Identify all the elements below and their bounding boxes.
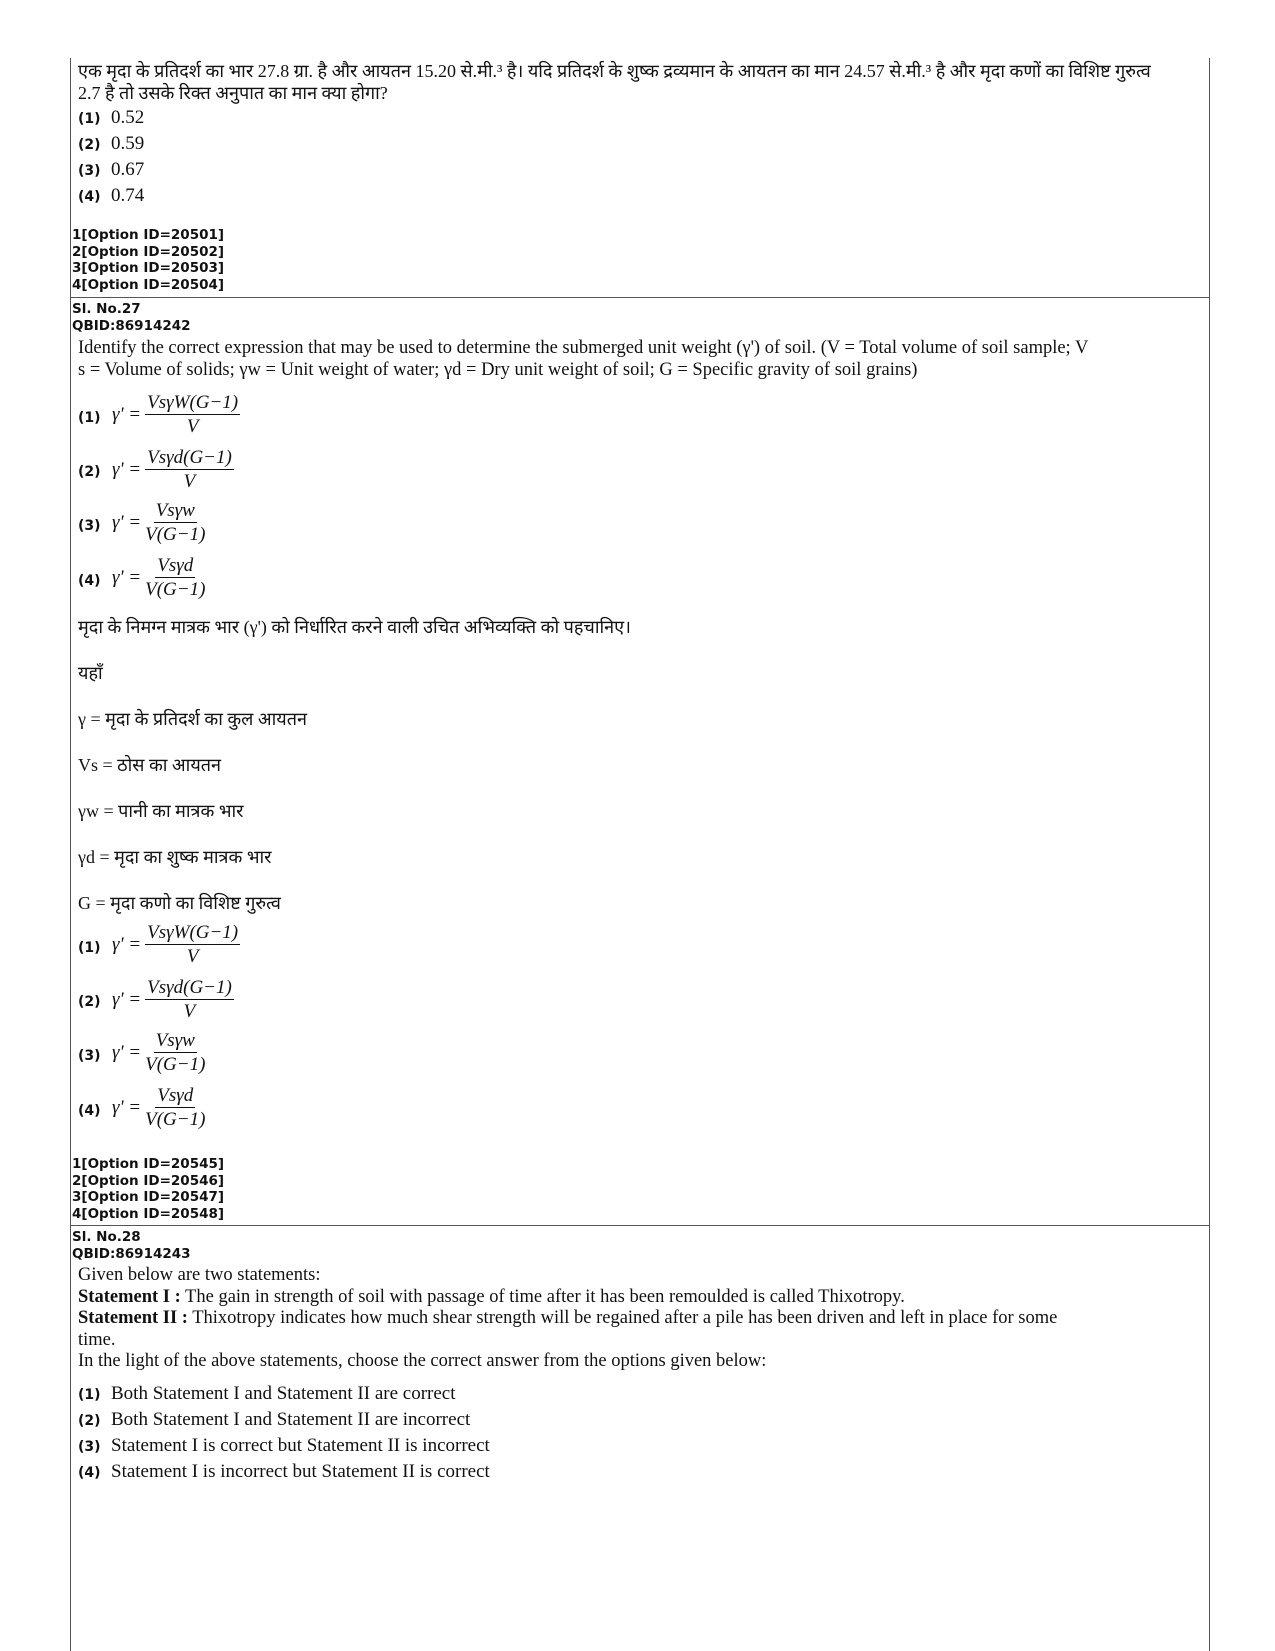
formula-denominator: V(G−1) [145, 579, 206, 600]
formula-numerator: Vsγd(G−1) [147, 447, 232, 468]
divider-q28 [70, 1225, 1209, 1226]
q27-f3-num: (3) [78, 518, 101, 534]
q28-opt3-num: (3) [78, 1439, 101, 1455]
q26-opt2-text: 0.59 [111, 133, 145, 154]
q28-opt4-text: Statement I is incorrect but Statement II is correct [111, 1461, 490, 1482]
formula-numerator: Vsγd [157, 555, 194, 576]
q27-en-line2: s = Volume of solids; γw = Unit weight of water; γd = Dry unit weight of soil; G = Specific gravity of soil grains) [78, 360, 918, 380]
q28-opt1-text: Both Statement I and Statement II are correct [111, 1383, 456, 1404]
q28-serial: Sl. No.28 [72, 1229, 141, 1245]
q27-option-id: 1[Option ID=20545] [72, 1156, 225, 1172]
formula-lhs: γ' = [112, 511, 142, 533]
formula-lhs: γ' = [112, 933, 142, 955]
q28-opt2-text: Both Statement I and Statement II are incorrect [111, 1409, 471, 1430]
formula-denominator: V(G−1) [145, 524, 206, 545]
q28-statement-1 [78, 1287, 1203, 1309]
q27-f4b-num: (4) [78, 1103, 101, 1119]
formula-numerator: VsγW(G−1) [147, 392, 239, 413]
q27-formula-2 [112, 447, 234, 492]
q26-opt4-text: 0.74 [111, 185, 145, 206]
statement-label: Statement I : [78, 1286, 181, 1307]
q27-header [72, 301, 191, 334]
q27-def-2: Vs = ठोस का आयतन [78, 755, 222, 775]
q27-option-id: 3[Option ID=20547] [72, 1189, 225, 1205]
formula-lhs: γ' = [112, 458, 142, 480]
formula-numerator: Vsγd [157, 1085, 194, 1106]
q26-opt1-num: (1) [78, 111, 101, 127]
q27-f1-num: (1) [78, 410, 101, 426]
q28-instruction: In the light of the above statements, choose the correct answer from the options given below: [78, 1351, 767, 1371]
formula-numerator: Vsγw [155, 500, 195, 521]
formula-lhs: γ' = [112, 1096, 142, 1118]
q27-f2-num: (2) [78, 464, 101, 480]
formula-lhs: γ' = [112, 566, 142, 588]
q28-qbid: QBID:86914243 [72, 1245, 191, 1262]
q26-line2: 2.7 है तो उसके रिक्त अनुपात का मान क्या होगा? [78, 83, 388, 103]
q27-f3b-num: (3) [78, 1048, 101, 1064]
q27-formula-4 [112, 555, 205, 600]
q28-opt4-num: (4) [78, 1465, 101, 1481]
q26-opt2-num: (2) [78, 137, 101, 153]
statement-text: The gain in strength of soil with passage of time after it has been remoulded is called Thixotropy. [180, 1286, 905, 1307]
q26-opt3-text: 0.67 [111, 159, 145, 180]
q26-hindi-text [78, 60, 1203, 104]
q27-formula-2b [112, 977, 234, 1022]
q28-question [78, 1265, 1203, 1373]
q27-hindi-where: यहाँ [78, 663, 103, 683]
q27-f2b-num: (2) [78, 994, 101, 1010]
q26-option-id: 2[Option ID=20502] [72, 243, 225, 260]
q27-option-id: 2[Option ID=20546] [72, 1172, 225, 1189]
q27-def-1: γ = मृदा के प्रतिदर्श का कुल आयतन [78, 709, 307, 729]
formula-denominator: V [183, 471, 196, 492]
q28-opt1-num: (1) [78, 1387, 101, 1403]
formula-denominator: V(G−1) [145, 1109, 206, 1130]
q28-statement-2-cont: time. [78, 1329, 116, 1350]
q26-option-id: 4[Option ID=20504] [72, 276, 225, 293]
q28-opt3-text: Statement I is correct but Statement II is incorrect [111, 1435, 490, 1456]
q27-formula-4b [112, 1085, 205, 1130]
q26-option-id: 1[Option ID=20501] [72, 227, 225, 243]
statement-text: Thixotropy indicates how much shear strength will be regained after a pile has been driven and left in place for some [187, 1308, 1058, 1328]
divider-q27 [70, 297, 1209, 298]
q27-en-line1: Identify the correct expression that may be used to determine the submerged unit weight (γ') of soil. (V = Total volume of soil sample; V [78, 338, 1089, 358]
q27-def-5: G = मृदा कणो का विशिष्ट गुरुत्व [78, 893, 281, 913]
q27-serial: Sl. No.27 [72, 301, 141, 317]
formula-numerator: Vsγd(G−1) [147, 977, 232, 998]
formula-denominator: V(G−1) [145, 1054, 206, 1075]
formula-lhs: γ' = [112, 1041, 142, 1063]
q26-opt1-text: 0.52 [111, 107, 145, 128]
q26-option-ids [72, 227, 224, 293]
formula-denominator: V [186, 946, 199, 967]
formula-denominator: V [186, 416, 199, 437]
q27-formula-1 [112, 392, 240, 437]
formula-lhs: γ' = [112, 988, 142, 1010]
q28-statement-2 [78, 1308, 1203, 1330]
q27-formula-1b [112, 922, 240, 967]
q26-opt4-num: (4) [78, 189, 101, 205]
q28-intro: Given below are two statements: [78, 1265, 321, 1285]
q27-formula-3 [112, 500, 205, 545]
q27-option-ids [72, 1156, 224, 1222]
q27-def-3: γw = पानी का मात्रक भार [78, 801, 244, 821]
q26-option-id: 3[Option ID=20503] [72, 260, 225, 276]
q27-english-question [78, 337, 1203, 381]
formula-lhs: γ' = [112, 403, 142, 425]
q26-opt3-num: (3) [78, 163, 101, 179]
q26-line1: एक मृदा के प्रतिदर्श का भार 27.8 ग्रा. है और आयतन 15.20 से.मी.³ है। यदि प्रतिदर्श के शुष्क द्रव्यमान के आयतन का मान 24.57 से.मी.³ है और मृदा कणों का विशिष्ट गुरुत्व [78, 61, 1151, 81]
q27-def-4: γd = मृदा का शुष्क मात्रक भार [78, 847, 272, 867]
q27-qbid: QBID:86914242 [72, 317, 191, 334]
formula-denominator: V [183, 1001, 196, 1022]
statement-label: Statement II : [78, 1308, 188, 1328]
q27-hindi-question: मृदा के निमग्न मात्रक भार (γ') को निर्धारित करने वाली उचित अभिव्यक्ति को पहचानिए। [78, 617, 631, 637]
q27-f1b-num: (1) [78, 940, 101, 956]
formula-numerator: VsγW(G−1) [147, 922, 239, 943]
q28-opt2-num: (2) [78, 1413, 101, 1429]
q28-header [72, 1229, 191, 1262]
q27-option-id: 4[Option ID=20548] [72, 1205, 225, 1222]
q27-formula-3b [112, 1030, 205, 1075]
q27-f4-num: (4) [78, 573, 101, 589]
formula-numerator: Vsγw [155, 1030, 195, 1051]
